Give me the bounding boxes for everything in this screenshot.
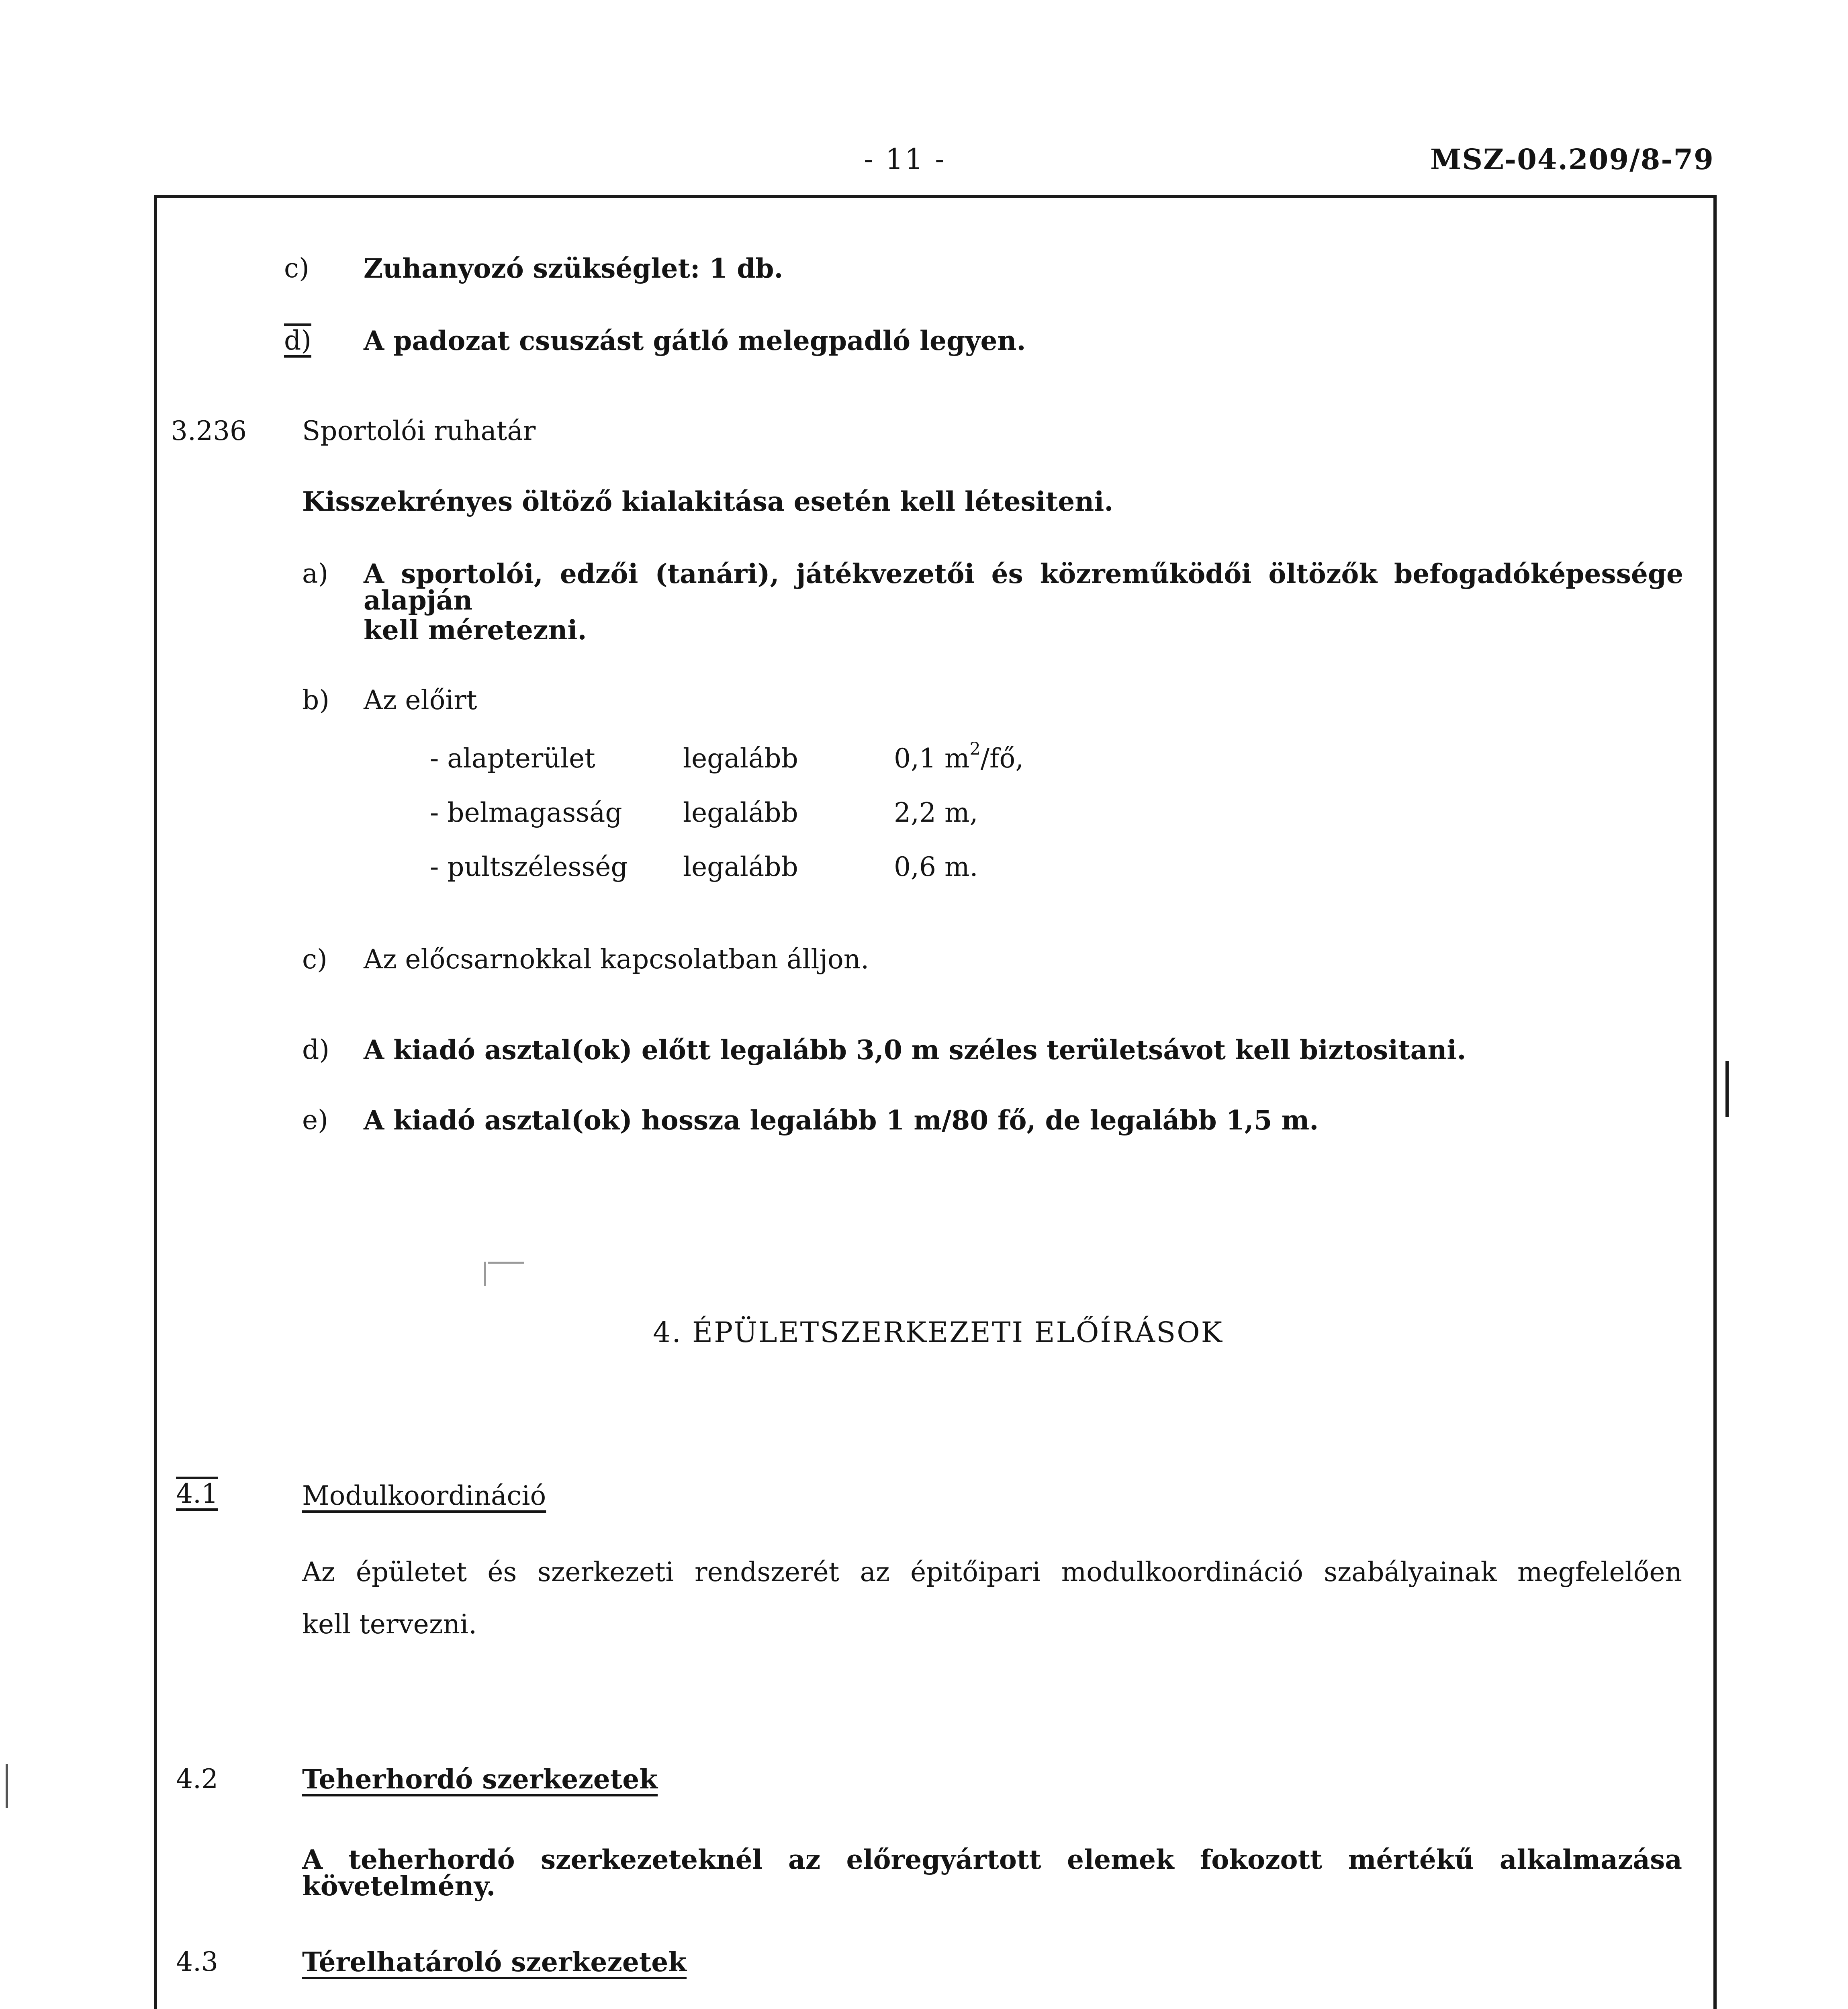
section-intro-3-236: Kisszekrényes öltöző kialakitása esetén kell létesiteni. (302, 486, 1114, 517)
section-4-1-line-1: Az épületet és szerkezeti rendszerét az épitőipari modulkoordináció szabályainak megfelelően (302, 1557, 1682, 1588)
section-title-4-1: Modulkoordináció (302, 1480, 546, 1511)
margin-mark (1725, 1061, 1729, 1117)
item-d2-text: A kiadó asztal(ok) előtt legalább 3,0 m széles területsávot kell biztositani. (364, 1034, 1466, 1066)
req-row-1-value: 0,1 $m^2/fő$, (894, 739, 1024, 774)
section-number-4-3: 4.3 (176, 1946, 218, 1977)
section-title-4-3: Térelhatároló szerkezetek (302, 1946, 687, 1978)
scan-mark (484, 1262, 486, 1286)
standard-code: MSZ-04.209/8-79 (1430, 143, 1714, 176)
item-d-label: d) (284, 323, 311, 354)
req-row-3-value: 0,6 m. (894, 851, 978, 882)
item-c2-text: Az előcsarnokkal kapcsolatban álljon. (364, 944, 869, 975)
item-c-label: c) (284, 253, 309, 284)
item-a-line-1: A sportolói, edzői (tanári), játékvezetői és közreműködői öltözők befogadóképessége alapján (364, 558, 1683, 616)
req-row-2-value: 2,2 m, (894, 797, 978, 828)
floor-requirement: A padozat csuszást gátló melegpadló legyen. (364, 325, 1026, 356)
section-4-1-line-2: kell tervezni. (302, 1609, 477, 1640)
req-row-2-qualifier: legalább (683, 797, 798, 828)
section-number-3-236: 3.236 (171, 415, 247, 446)
margin-mark (6, 1764, 8, 1808)
section-title-3-236: Sportolói ruhatár (302, 415, 536, 446)
item-c2-label: c) (302, 944, 327, 975)
item-e-text: A kiadó asztal(ok) hossza legalább 1 m/80 fő, de legalább 1,5 m. (364, 1105, 1319, 1136)
item-b-label: b) (302, 685, 329, 716)
item-a-label: a) (302, 558, 329, 589)
req-row-1-qualifier: legalább (683, 743, 798, 774)
section-number-4-2: 4.2 (176, 1764, 218, 1794)
req-row-1-name: - alapterület (430, 743, 595, 774)
item-a-line-2: kell méretezni. (364, 614, 587, 646)
item-d2-label: d) (302, 1034, 329, 1065)
req-row-3-qualifier: legalább (683, 851, 798, 882)
item-e-label: e) (302, 1105, 328, 1135)
content-frame (154, 195, 1717, 2009)
section-number-4-1: 4.1 (176, 1477, 218, 1507)
section-4-2-text: A teherhordó szerkezeteknél az előregyártott elemek fokozott mértékű alkalmazása követelmény. (302, 1844, 1682, 1902)
req-row-2-name: - belmagasság (430, 797, 622, 828)
page-number: - 11 - (864, 143, 946, 176)
section-title-4-2: Teherhordó szerkezetek (302, 1764, 658, 1795)
shower-requirement: Zuhanyozó szükséglet: 1 db. (364, 253, 783, 284)
chapter-4-heading: 4. ÉPÜLETSZERKEZETI ELŐÍRÁSOK (653, 1316, 1223, 1349)
item-b-text: Az előirt (364, 685, 477, 716)
req-row-3-name: - pultszélesség (430, 851, 628, 882)
scan-mark (488, 1262, 524, 1264)
